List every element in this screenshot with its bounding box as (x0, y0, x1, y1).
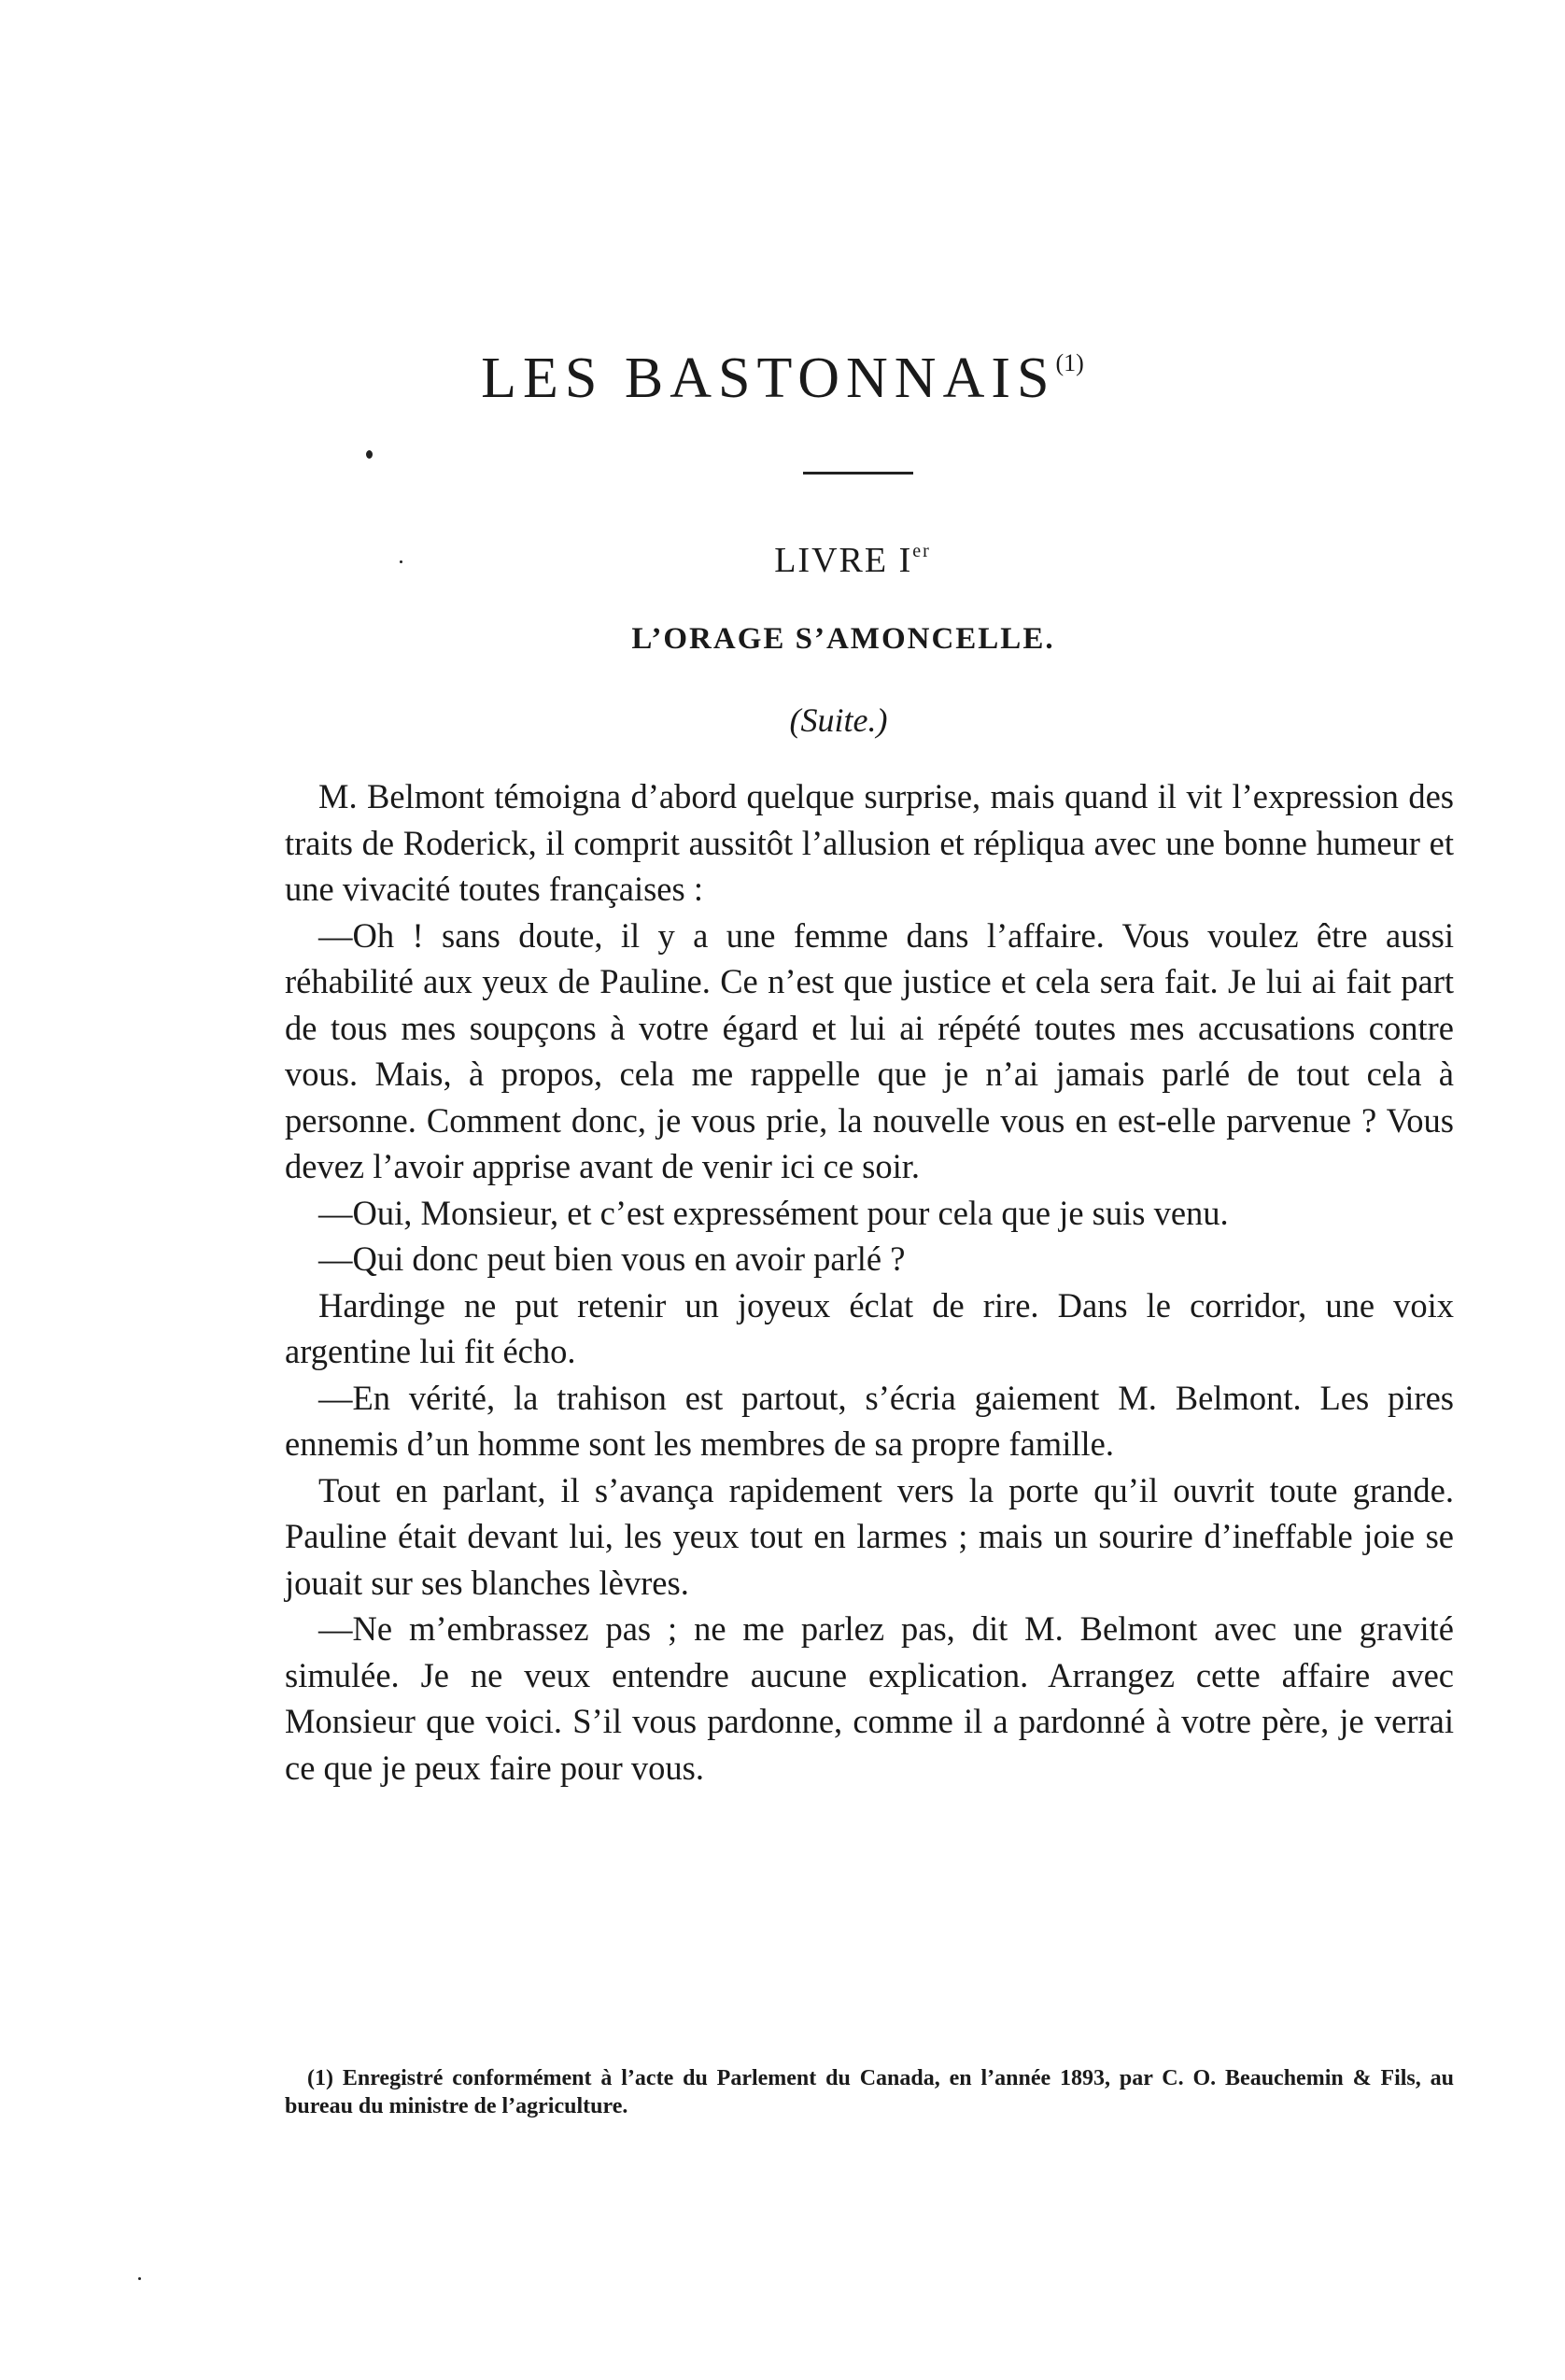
ink-speck (400, 560, 402, 563)
paragraph: —Qui donc peut bien vous en avoir parlé ? (318, 1240, 906, 1278)
paragraph: —Ne m’embrassez pas ; ne me parlez pas, dit M. Belmont avec une gravité simulée. Je ne veux entendre aucune explication. Arrangez cette affaire avec Monsieur que voici. S’il vous pardonne, comme il a pardonné à votre père, je verrai ce que je peux faire pour vous. (285, 1609, 1454, 1787)
footnote (285, 2064, 1454, 2120)
paragraph: Hardinge ne put retenir un joyeux éclat de rire. Dans le corridor, une voix argentine lui fit écho. (285, 1285, 1454, 1370)
book-heading (0, 540, 1565, 581)
book-ordinal-suffix: er (912, 541, 931, 561)
paragraph: —Oh ! sans doute, il y a une femme dans l’affaire. Vous voulez être aussi réhabilité aux yeux de Pauline. Ce n’est que justice et cela sera fait. Je lui ai fait part de tous mes soupçons à votre égard et lui ai répété toutes mes accusations contre vous. Mais, à propos, cela me rappelle que je n’ai jamais parlé de tout cela à personne. Comment donc, je vous prie, la nouvelle vous en est-elle parvenue ? Vous devez l’avoir apprise avant de venir ici ce soir. (285, 915, 1454, 1185)
footnote-text: (1) Enregistré conformément à l’acte du Parlement du Canada, en l’année 1893, par C. O. Beauchemin & Fils, au bureau du ministre de l’agriculture. (285, 2066, 1454, 2118)
paragraph: —En vérité, la trahison est partout, s’écria gaiement M. Belmont. Les pires ennemis d’un homme sont les membres de sa propre famille. (285, 1378, 1454, 1463)
body-text (285, 773, 1454, 1791)
ink-speck (138, 2277, 141, 2280)
ink-speck (366, 450, 373, 459)
paragraph: M. Belmont témoigna d’abord quelque surprise, mais quand il vit l’expression des traits de Roderick, il comprit aussitôt l’allusion et répliqua avec une bonne humeur et une vivacité toutes françaises : (285, 777, 1454, 908)
title-footnote-marker: (1) (1055, 349, 1084, 376)
chapter-heading: L’ORAGE S’AMONCELLE. (631, 622, 1055, 656)
paragraph: —Oui, Monsieur, et c’est expressément pour cela que je suis venu. (318, 1193, 1229, 1232)
title-divider (803, 472, 913, 475)
page-title (0, 346, 1565, 412)
paragraph: Tout en parlant, il s’avança rapidement vers la porte qu’il ouvrit toute grande. Pauline était devant lui, les yeux tout en larmes ; mais un sourire d’ineffable joie se jouait sur ses blanches lèvres. (285, 1470, 1454, 1602)
book-label: LIVRE I (774, 541, 913, 580)
title-text: LES BASTONNAIS (481, 347, 1056, 410)
continued-label: (Suite.) (789, 701, 888, 739)
